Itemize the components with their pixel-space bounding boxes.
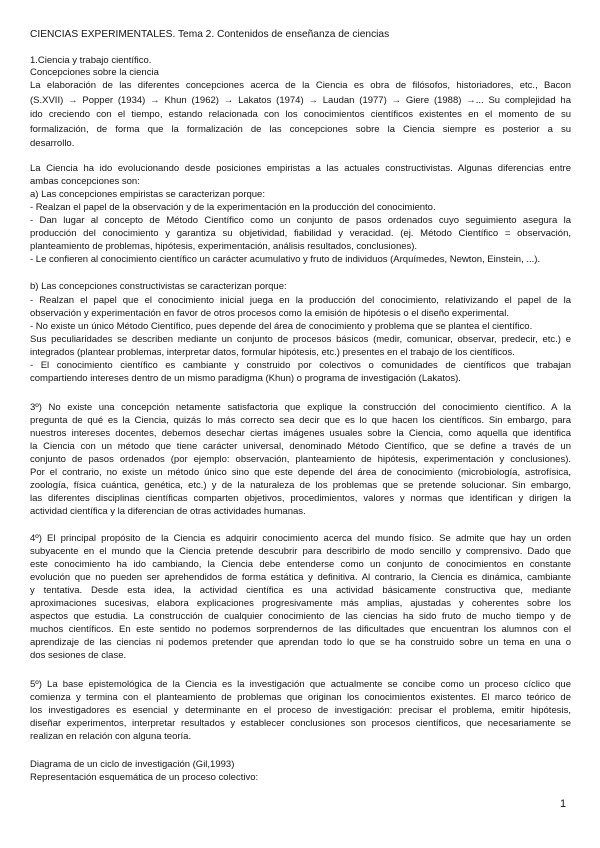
paragraph-line: diseñar experimentos, interpretar resultados y establecer conclusiones son procesos científicos, que necesariamente se: [30, 718, 571, 729]
diagram-caption: Diagrama de un ciclo de investigación (Gil,1993): [30, 759, 235, 770]
paragraph-line: 3º) No existe una concepción netamente satisfactoria que explique la construcción del conocimiento científico. A la: [30, 402, 571, 413]
list-item-cont: planteamiento de problemas, hipótesis, experimentación, análisis resultados, conclusiones).: [30, 241, 418, 252]
paragraph-line: 5º) La base epistemológica de la Ciencia es la investigación que actualmente se concibe como un proceso cíclico que: [30, 679, 571, 690]
list-heading: b) Las concepciones constructivistas se caracterizan porque:: [30, 281, 287, 292]
document-header: CIENCIAS EXPERIMENTALES. Tema 2. Contenidos de enseñanza de ciencias: [30, 29, 390, 40]
paragraph-line: comienza y termina con el planteamiento de problemas que originan los conocimientos existentes. El marco teórico de: [30, 692, 571, 703]
paragraph-line: los investigadores es esencial y determinante en el proceso de investigación: precisar el problema, emitir hipótesis,: [30, 705, 571, 716]
paragraph-line: aprendizaje de las ciencias ni podemos pretender que aprendan todo lo que se ha construido sobre un tema en una o: [30, 637, 571, 648]
list-item: - Realzan el papel de la observación y de la experimentación en la producción del conocimiento.: [30, 202, 436, 213]
list-item-cont: compartiendo intereses dentro de un mismo paradigma (Khun) o programa de investigación (Lakatos).: [30, 373, 461, 384]
subsection-title: Concepciones sobre la ciencia: [30, 67, 159, 78]
paragraph-line: la Ciencia con un método que tiene carácter universal, denominado Método Científico, que se define a través de un: [30, 441, 571, 452]
list-item: - El conocimiento científico es cambiante y construido por colectivos o comunidades de científicos que trabajan: [30, 360, 571, 371]
page-number: 1: [560, 798, 567, 810]
paragraph-line: formalización, de forma que la formalización de las concepciones sobre la Ciencia siempre es posterior a su: [30, 124, 571, 135]
paragraph-line: La Ciencia ha ido evolucionando desde posiciones empiristas a las actuales constructivistas. Algunas diferencias entre: [30, 163, 571, 174]
section-title: 1.Ciencia y trabajo científico.: [30, 55, 152, 66]
paragraph-line: desarrollo.: [30, 138, 75, 149]
paragraph-line: 4º) El principal propósito de la Ciencia es adquirir conocimiento acerca del mundo físico. Se admite que hay un orden: [30, 533, 571, 544]
paragraph-line: aspectos que estudia. La construcción de cualquier conocimiento de las ciencias ha sido fruto de mucho tiempo y de: [30, 611, 571, 622]
list-item-cont: Sus peculiaridades se describen mediante un conjunto de procesos básicos (medir, comunicar, observar, predecir, etc.) e: [30, 334, 571, 345]
list-item: - Le confieren al conocimiento científico un carácter acumulativo y fruto de individuos (Arquímedes, Newton, Einstein, ...).: [30, 254, 541, 265]
paragraph-line: La elaboración de las diferentes concepciones acerca de la Ciencia es obra de filósofos, historiadores, etc., Bacon: [30, 80, 571, 91]
paragraph-line: actividad científica y la diferencian de otras actividades humanas.: [30, 506, 306, 517]
list-item-cont: integrados (plantear problemas, interpretar datos, formular hipótesis, etc.) presentes en el trabajo de los científicos.: [30, 347, 515, 358]
paragraph-line: (S.XVII) → Popper (1934) → Khun (1962) → Lakatos (1974) → Laudan (1977) → Giere (1988) →... Su complejidad ha: [30, 95, 571, 106]
paragraph-line: Por el contrario, no existe un método único sino que este depende del área de conocimiento (microbiología, astrofísica,: [30, 467, 571, 478]
paragraph-line: zoología, física cuántica, genética, etc.) y de la naturaleza de los problemas que se pretende solucionar. Sin embargo,: [30, 480, 571, 491]
diagram-subcaption: Representación esquemática de un proceso colectivo:: [30, 772, 259, 783]
paragraph-line: ambas concepciones son:: [30, 176, 140, 187]
paragraph-line: subyacente en el mundo que la Ciencia pretende descubrir para describirlo de modo sencillo y comprensivo. Dado que: [30, 546, 571, 557]
paragraph-line: muchos científicos. En este sentido no podemos sorprendernos de las dificultades que encuentran los alumnos con el: [30, 624, 571, 635]
paragraph-line: dos sesiones de clase.: [30, 650, 127, 661]
paragraph-line: aproximaciones sucesivas, elabora explicaciones progresivamente más amplias, ajustadas y coherentes sobre los: [30, 598, 571, 609]
paragraph-line: las diferentes disciplinas científicas comparten objetivos, procedimientos, valores y normas que identifican y dirigen la: [30, 493, 571, 504]
list-heading: a) Las concepciones empiristas se caracterizan porque:: [30, 189, 265, 200]
list-item-cont: observación y experimentación en favor de otros procesos como la emisión de hipótesis o el diseño experimental.: [30, 308, 509, 319]
paragraph-line: ido creciendo con el tiempo, estando relacionada con los conocimientos científicos existentes en el momento de su: [30, 109, 571, 120]
paragraph-line: este conocimiento ha ido cambiando, la Ciencia debe entenderse como un conjunto de conocimientos en constante: [30, 559, 571, 570]
list-item-cont: producción del conocimiento y garantiza su objetividad, fiabilidad y veracidad. (ej. Método Científico = observación,: [30, 228, 571, 239]
paragraph-line: conjunto de pasos ordenados (por ejemplo: observación, planteamiento de hipótesis, experimentación y conclusiones).: [30, 454, 571, 465]
paragraph-line: realizan en relación con alguna teoría.: [30, 731, 192, 742]
list-item: - Realzan el papel que el conocimiento inicial juega en la producción del conocimiento, relativizando el papel de la: [30, 295, 571, 306]
paragraph-line: nuestros intereses docentes, debemos desechar ciertas imágenes usuales sobre la Ciencia, como aquella que identifica: [30, 428, 571, 439]
paragraph-line: evolución que no pueden ser aprehendidos de forma estática y definitiva. Al contrario, la Ciencia es dinámica, cambiante: [30, 572, 571, 583]
list-item: - No existe un único Método Científico, pues depende del área de conocimiento y problema que se plantea el científico.: [30, 321, 533, 332]
paragraph-line: y tentativa. Desde esta idea, la actividad científica es una actividad básicamente constructiva que, mediante: [30, 585, 571, 596]
paragraph-line: pregunta de qué es la Ciencia, quizás lo más correcto sea decir que es lo que hacen los científicos. Sin embargo, para: [30, 415, 571, 426]
list-item: - Dan lugar al concepto de Método Científico como un conjunto de pasos ordenados cuyo seguimiento asegura la: [30, 215, 571, 226]
